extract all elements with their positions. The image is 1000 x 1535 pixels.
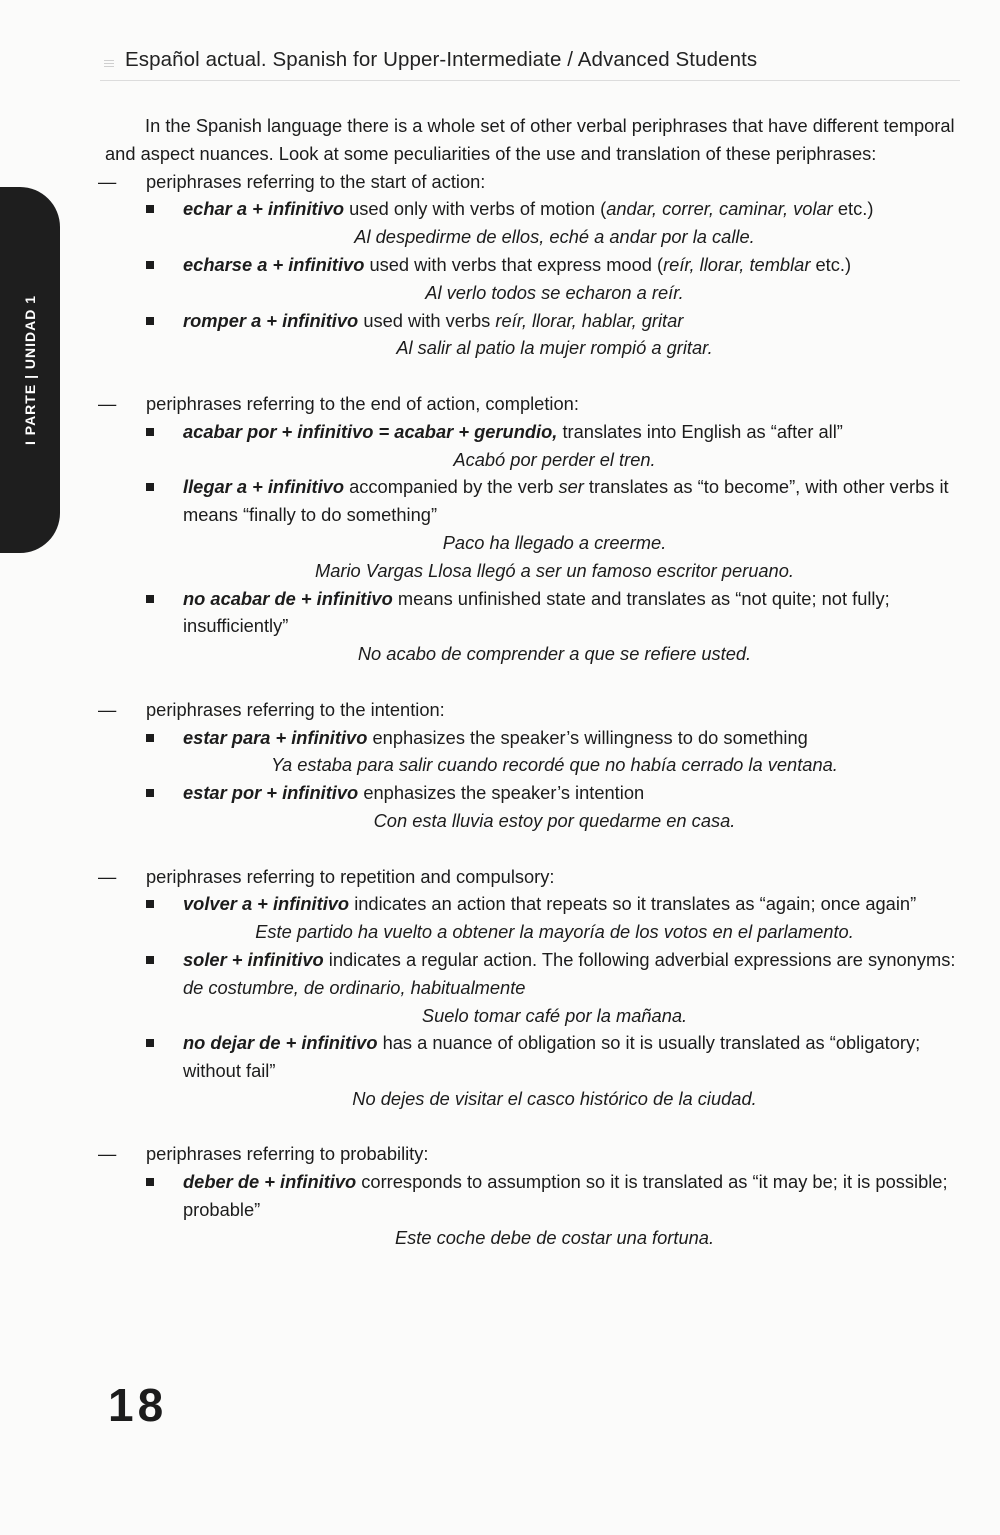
example-sentence: No acabo de comprender a que se refiere usted. <box>357 643 752 665</box>
item-definition <box>183 251 963 279</box>
periphrasis-item <box>146 251 963 307</box>
header-mark <box>104 60 114 68</box>
item-definition <box>183 307 963 335</box>
dash-marker: — <box>98 865 117 887</box>
description-text: enphasizes the speaker’s willingness to do something <box>367 726 808 748</box>
periphrasis-section <box>98 1140 963 1251</box>
description-text: corresponds to assumption so it is translated as “it may be; it is possible; probable” <box>183 1171 948 1221</box>
header-title: Español actual. Spanish for Upper-Intermediate / Advanced Students <box>125 48 758 71</box>
description-text: used only with verbs of motion ( <box>344 198 607 220</box>
periphrasis-section <box>98 390 963 668</box>
periphrasis-item <box>146 195 963 251</box>
periphrasis-item <box>146 724 963 780</box>
example-sentence: Mario Vargas Llosa llegó a ser un famoso escritor peruano. <box>315 559 794 581</box>
item-definition <box>183 779 963 807</box>
square-bullet-icon <box>146 261 154 269</box>
description-text: etc.) <box>832 198 874 220</box>
description-text: has a nuance of obligation so it is usually translated as “obligatory; without fail” <box>183 1032 921 1082</box>
description-text: indicates an action that repeats so it translates as “again; once again” <box>349 893 917 915</box>
periphrasis-term: volver a + infinitivo <box>183 893 350 915</box>
description-text: enphasizes the speaker’s intention <box>358 782 645 804</box>
description-text: translates as “to become”, with other verbs it means “finally to do something” <box>183 476 949 526</box>
periphrasis-item <box>146 1168 963 1251</box>
square-bullet-icon <box>146 956 154 964</box>
emphasized-text: andar, correr, caminar, volar <box>606 198 833 220</box>
periphrasis-item <box>146 307 963 363</box>
periphrasis-section <box>98 168 963 363</box>
square-bullet-icon <box>146 317 154 325</box>
example-sentence: Al despedirme de ellos, eché a andar por la calle. <box>354 226 755 248</box>
periphrasis-term: no acabar de + infinitivo <box>183 587 393 609</box>
item-definition <box>183 585 963 641</box>
periphrasis-term: romper a + infinitivo <box>183 309 359 331</box>
periphrasis-section <box>98 863 963 1113</box>
square-bullet-icon <box>146 1039 154 1047</box>
example-sentence: Suelo tomar café por la mañana. <box>421 1004 688 1026</box>
side-tab-label: I PARTE | UNIDAD 1 <box>22 294 38 446</box>
periphrasis-item <box>146 585 963 668</box>
item-definition <box>183 195 963 223</box>
example-sentence: No dejes de visitar el casco histórico de la ciudad. <box>352 1087 757 1109</box>
emphasized-text: ser <box>558 476 584 498</box>
periphrasis-term: soler + infinitivo <box>183 948 324 970</box>
page-number: 18 <box>108 1379 168 1431</box>
page-body <box>98 112 963 1252</box>
dash-marker: — <box>98 392 117 414</box>
emphasized-text: reír, llorar, temblar <box>663 253 811 275</box>
description-text: translates into English as “after all” <box>557 420 843 442</box>
periphrasis-term: llegar a + infinitivo <box>183 476 345 498</box>
example-sentence: Este partido ha vuelto a obtener la mayoría de los votos en el parlamento. <box>255 921 854 943</box>
square-bullet-icon <box>146 205 154 213</box>
example-sentence: Acabó por perder el tren. <box>453 448 656 470</box>
section-heading: periphrases referring to the start of action: <box>146 170 486 192</box>
section-heading: periphrases referring to the end of action, completion: <box>146 392 579 414</box>
periphrasis-term: estar para + infinitivo <box>183 726 368 748</box>
periphrasis-section <box>98 696 963 835</box>
section-heading: periphrases referring to the intention: <box>146 698 445 720</box>
periphrasis-item <box>146 946 963 1029</box>
periphrases-list <box>98 168 963 1252</box>
square-bullet-icon <box>146 483 154 491</box>
item-definition <box>183 1168 963 1224</box>
item-definition <box>183 890 963 918</box>
item-definition <box>183 473 963 529</box>
section-heading: periphrases referring to probability: <box>146 1143 429 1165</box>
periphrasis-term: no dejar de + infinitivo <box>183 1032 378 1054</box>
periphrasis-item <box>146 890 963 946</box>
example-sentence: Al salir al patio la mujer rompió a gritar. <box>396 337 713 359</box>
description-text: means unfinished state and translates as “not quite; not fully; insufficiently” <box>183 587 890 637</box>
periphrasis-term: acabar por + infinitivo = acabar + gerundio, <box>183 420 558 442</box>
example-sentence: Paco ha llegado a creerme. <box>442 531 667 553</box>
item-definition <box>183 946 963 1002</box>
intro-paragraph: In the Spanish language there is a whole set of other verbal periphrases that have different temporal and aspect nuances. Look at some peculiarities of the use and translation of these periphrases: <box>105 115 955 164</box>
periphrasis-term: deber de + infinitivo <box>183 1171 357 1193</box>
example-sentence: Ya estaba para salir cuando recordé que no había cerrado la ventana. <box>271 754 838 776</box>
item-definition <box>183 724 963 752</box>
example-sentence: Con esta lluvia estoy por quedarme en casa. <box>373 809 736 831</box>
description-text: used with verbs <box>358 309 496 331</box>
periphrasis-term: estar por + infinitivo <box>183 782 359 804</box>
periphrasis-item <box>146 473 963 584</box>
emphasized-text: de costumbre, de ordinario, habitualmente <box>183 976 526 998</box>
chapter-side-tab <box>0 187 60 553</box>
periphrasis-term: echar a + infinitivo <box>183 198 345 220</box>
square-bullet-icon <box>146 900 154 908</box>
description-text: etc.) <box>810 253 852 275</box>
running-header <box>100 48 960 81</box>
square-bullet-icon <box>146 428 154 436</box>
periphrasis-item <box>146 1029 963 1112</box>
dash-marker: — <box>98 698 117 720</box>
square-bullet-icon <box>146 1178 154 1186</box>
section-heading: periphrases referring to repetition and compulsory: <box>146 865 555 887</box>
dash-marker: — <box>98 170 117 192</box>
description-text: indicates a regular action. The following adverbial expressions are synonyms: <box>323 948 956 970</box>
square-bullet-icon <box>146 734 154 742</box>
square-bullet-icon <box>146 595 154 603</box>
description-text: used with verbs that express mood ( <box>364 253 664 275</box>
periphrasis-item <box>146 418 963 474</box>
dash-marker: — <box>98 1143 117 1165</box>
item-definition <box>183 1029 963 1085</box>
periphrasis-term: echarse a + infinitivo <box>183 253 365 275</box>
periphrasis-item <box>146 779 963 835</box>
description-text: accompanied by the verb <box>344 476 559 498</box>
emphasized-text: reír, llorar, hablar, gritar <box>495 309 684 331</box>
item-definition <box>183 418 963 446</box>
example-sentence: Este coche debe de costar una fortuna. <box>394 1226 715 1248</box>
square-bullet-icon <box>146 789 154 797</box>
example-sentence: Al verlo todos se echaron a reír. <box>425 281 684 303</box>
